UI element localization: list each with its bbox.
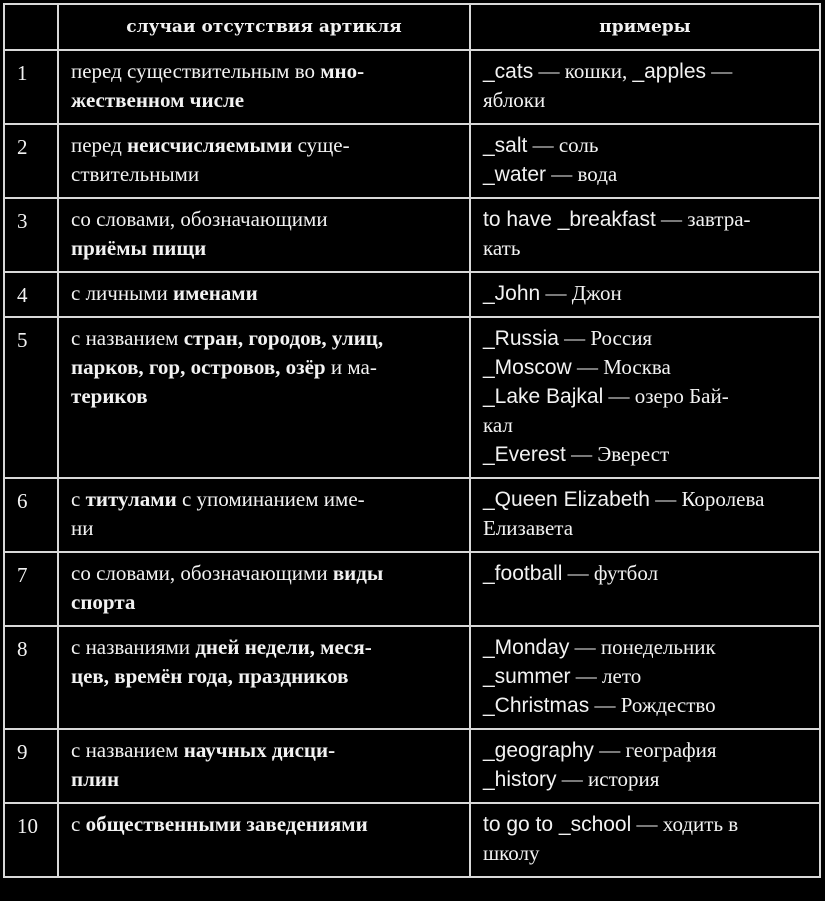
case-bold-text: именами xyxy=(172,281,258,305)
example-english: _cats xyxy=(483,60,534,83)
case-text: с xyxy=(71,812,86,836)
example-english: _apples xyxy=(632,60,707,83)
case-text: с названием xyxy=(71,326,184,350)
example-english: _geography xyxy=(483,739,594,762)
example-line xyxy=(483,353,809,382)
row-number: 10 xyxy=(4,803,58,877)
example-line xyxy=(483,810,809,839)
row-number: 9 xyxy=(4,729,58,803)
case-text: со словами, обозначающими xyxy=(71,561,333,585)
case-bold-text: дней недели, меся- xyxy=(195,635,372,659)
case-text: и ма- xyxy=(325,355,377,379)
case-bold-text: парков, гор, островов, озёр xyxy=(71,355,326,379)
case-bold-text: научных дисци- xyxy=(183,738,336,762)
example-line xyxy=(483,160,809,189)
example-line xyxy=(483,440,809,469)
case-text: перед xyxy=(71,133,128,157)
example-translation: — Королева xyxy=(649,487,765,511)
example-translation: яблоки xyxy=(483,88,546,112)
case-description xyxy=(58,552,470,626)
table-row xyxy=(4,317,820,478)
case-text: с названием xyxy=(71,738,184,762)
header-row xyxy=(4,4,820,50)
example-line xyxy=(483,279,809,308)
example-english: _football xyxy=(483,562,563,585)
header-cases: случаи отсутствия артикля xyxy=(58,4,470,50)
example-english: _Queen Elizabeth xyxy=(483,488,650,511)
example-line xyxy=(483,57,809,86)
example-translation: — Джон xyxy=(540,281,622,305)
case-bold-text: спорта xyxy=(71,590,136,614)
table-row xyxy=(4,272,820,317)
example-english: _Lake Bajkal xyxy=(483,385,604,408)
case-text: ствительными xyxy=(71,162,200,186)
example-line xyxy=(483,131,809,160)
case-bold-text: стран, городов, улиц, xyxy=(183,326,384,350)
case-bold-text: териков xyxy=(71,384,148,408)
example-line xyxy=(483,559,809,588)
case-description xyxy=(58,272,470,317)
case-description xyxy=(58,124,470,198)
case-bold-text: приёмы пищи xyxy=(71,236,207,260)
example-english: _Monday xyxy=(483,636,570,659)
table-row xyxy=(4,626,820,729)
table-row xyxy=(4,124,820,198)
table-row xyxy=(4,198,820,272)
case-description xyxy=(58,50,470,124)
table-row xyxy=(4,803,820,877)
table-body xyxy=(4,50,820,877)
row-number: 6 xyxy=(4,478,58,552)
example-translation: — xyxy=(706,59,733,83)
case-bold-text: плин xyxy=(71,767,120,791)
case-bold-text: мно- xyxy=(320,59,365,83)
example-english: _history xyxy=(483,768,557,791)
case-text: с упоминанием име- xyxy=(176,487,365,511)
example-english: _John xyxy=(483,282,541,305)
case-bold-text: титулами xyxy=(85,487,177,511)
examples-cell xyxy=(470,317,820,478)
case-description xyxy=(58,626,470,729)
example-english: _Everest xyxy=(483,443,566,466)
table-row xyxy=(4,50,820,124)
example-translation: — завтра- xyxy=(655,207,751,231)
header-examples: примеры xyxy=(470,4,820,50)
case-description xyxy=(58,198,470,272)
example-translation: — лето xyxy=(570,664,642,688)
header-number xyxy=(4,4,58,50)
row-number: 8 xyxy=(4,626,58,729)
case-text: со словами, обозначающими xyxy=(71,207,328,231)
row-number: 7 xyxy=(4,552,58,626)
example-line xyxy=(483,86,809,115)
examples-cell xyxy=(470,478,820,552)
example-line xyxy=(483,691,809,720)
example-translation: — Россия xyxy=(558,326,653,350)
example-translation: — вода xyxy=(546,162,618,186)
case-text: с личными xyxy=(71,281,173,305)
example-translation: — ходить в xyxy=(631,812,739,836)
example-line xyxy=(483,514,809,543)
example-english: to go to _school xyxy=(483,813,632,836)
example-translation: школу xyxy=(483,841,540,865)
example-translation: — понедельник xyxy=(569,635,716,659)
example-translation: — Москва xyxy=(571,355,671,379)
case-text: с xyxy=(71,487,86,511)
row-number: 5 xyxy=(4,317,58,478)
case-bold-text: виды xyxy=(332,561,384,585)
examples-cell xyxy=(470,272,820,317)
example-line xyxy=(483,411,809,440)
example-translation: — кошки, xyxy=(533,59,633,83)
case-description xyxy=(58,729,470,803)
case-text: суще- xyxy=(292,133,350,157)
example-english: _summer xyxy=(483,665,571,688)
case-bold-text: цев, времён года, праздников xyxy=(71,664,349,688)
row-number: 4 xyxy=(4,272,58,317)
examples-cell xyxy=(470,198,820,272)
example-english: _Moscow xyxy=(483,356,572,379)
examples-cell xyxy=(470,803,820,877)
case-bold-text: неисчисляемыми xyxy=(127,133,293,157)
example-english: _water xyxy=(483,163,547,186)
case-text: перед существительным во xyxy=(71,59,321,83)
example-english: _Christmas xyxy=(483,694,590,717)
example-line xyxy=(483,382,809,411)
example-translation: — история xyxy=(556,767,660,791)
case-text: ни xyxy=(71,516,94,540)
example-translation: кал xyxy=(483,413,513,437)
examples-cell xyxy=(470,626,820,729)
article-absence-table xyxy=(3,3,821,878)
table-row xyxy=(4,729,820,803)
example-translation: — Рождество xyxy=(589,693,716,717)
example-line xyxy=(483,765,809,794)
case-description xyxy=(58,803,470,877)
example-english: to have _breakfast xyxy=(483,208,656,231)
example-line xyxy=(483,324,809,353)
example-translation: — футбол xyxy=(562,561,659,585)
row-number: 3 xyxy=(4,198,58,272)
case-description xyxy=(58,317,470,478)
table-row xyxy=(4,552,820,626)
example-translation: — география xyxy=(593,738,717,762)
example-line xyxy=(483,485,809,514)
example-line xyxy=(483,662,809,691)
example-line xyxy=(483,839,809,868)
case-text: с названиями xyxy=(71,635,196,659)
examples-cell xyxy=(470,50,820,124)
example-translation: — Эверест xyxy=(565,442,670,466)
table-row xyxy=(4,478,820,552)
row-number: 2 xyxy=(4,124,58,198)
example-english: _Russia xyxy=(483,327,559,350)
case-description xyxy=(58,478,470,552)
case-bold-text: жественном числе xyxy=(71,88,245,112)
examples-cell xyxy=(470,729,820,803)
example-line xyxy=(483,736,809,765)
case-bold-text: общественными заведениями xyxy=(85,812,368,836)
example-translation: — соль xyxy=(527,133,599,157)
example-english: _salt xyxy=(483,134,528,157)
row-number: 1 xyxy=(4,50,58,124)
example-line xyxy=(483,633,809,662)
example-line xyxy=(483,234,809,263)
example-translation: Елизавета xyxy=(483,516,574,540)
examples-cell xyxy=(470,124,820,198)
example-translation: — озеро Бай- xyxy=(603,384,729,408)
examples-cell xyxy=(470,552,820,626)
example-translation: кать xyxy=(483,236,521,260)
example-line xyxy=(483,205,809,234)
